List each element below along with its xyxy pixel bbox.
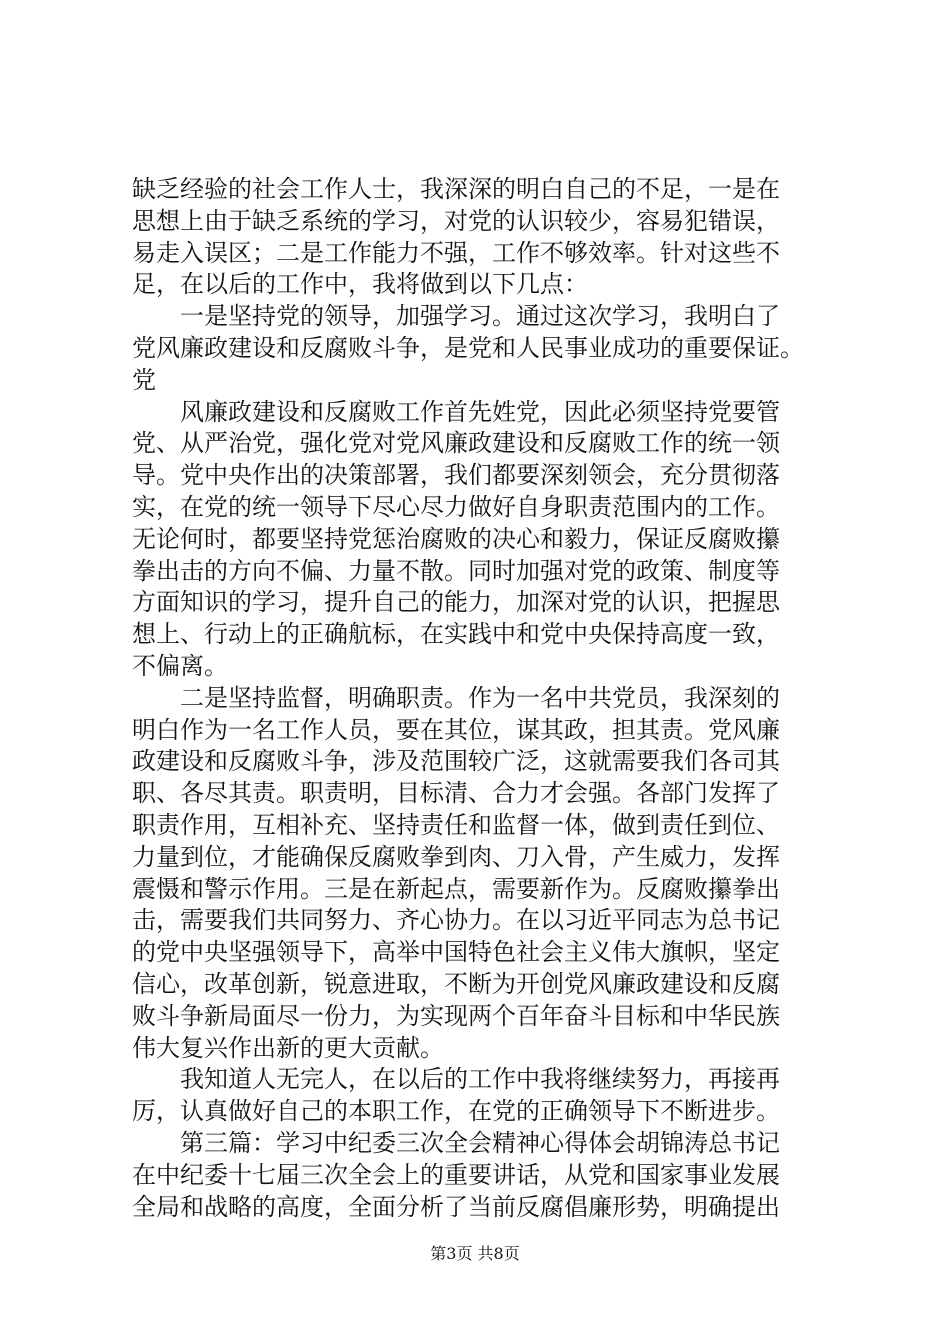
text-line: 伟大复兴作出新的更大贡献。 <box>132 1033 444 1062</box>
text-line: 震慑和警示作用。三是在新起点，需要新作为。反腐败攥拳出 <box>132 874 780 903</box>
text-line: 在中纪委十七届三次全会上的重要讲话，从党和国家事业发展 <box>132 1160 780 1189</box>
text-line: 党、从严治党，强化党对党风廉政建设和反腐败工作的统一领 <box>132 429 780 458</box>
text-line: 拳出击的方向不偏、力量不散。同时加强对党的政策、制度等 <box>132 556 780 585</box>
text-line: 足，在以后的工作中，我将做到以下几点： <box>132 270 588 299</box>
text-line: 力量到位，才能确保反腐败拳到肉、刀入骨，产生威力，发挥 <box>132 842 780 871</box>
text-line: 败斗争新局面尽一份力，为实现两个百年奋斗目标和中华民族 <box>132 1001 780 1030</box>
text-line: 党 <box>132 365 156 394</box>
text-line: 一是坚持党的领导，加强学习。通过这次学习，我明白了 <box>132 302 780 331</box>
page-number: 第3页 共8页 <box>430 1244 520 1263</box>
text-line: 厉，认真做好自己的本职工作，在党的正确领导下不断进步。 <box>132 1097 780 1126</box>
text-line: 信心，改革创新，锐意进取，不断为开创党风廉政建设和反腐 <box>132 969 780 998</box>
text-line: 无论何时，都要坚持党惩治腐败的决心和毅力，保证反腐败攥 <box>132 524 780 553</box>
text-line: 实，在党的统一领导下尽心尽力做好自身职责范围内的工作。 <box>132 492 780 521</box>
text-line: 思想上由于缺乏系统的学习，对党的认识较少，容易犯错误， <box>132 206 780 235</box>
text-line: 党风廉政建设和反腐败斗争，是党和人民事业成功的重要保证。 <box>132 333 804 362</box>
text-line: 职责作用，互相补充、坚持责任和监督一体，做到责任到位、 <box>132 810 780 839</box>
text-line: 二是坚持监督，明确职责。作为一名中共党员，我深刻的 <box>132 683 780 712</box>
text-line: 缺乏经验的社会工作人士，我深深的明白自己的不足，一是在 <box>132 175 780 203</box>
text-line: 不偏离。 <box>132 651 228 680</box>
text-line: 的党中央坚强领导下，高举中国特色社会主义伟大旗帜，坚定 <box>132 938 780 967</box>
text-line: 想上、行动上的正确航标，在实践中和党中央保持高度一致， <box>132 620 780 649</box>
body-text <box>132 174 832 1223</box>
text-line: 击，需要我们共同努力、齐心协力。在以习近平同志为总书记 <box>132 906 780 935</box>
text-line: 明白作为一名工作人员，要在其位，谋其政，担其责。党风廉 <box>132 715 780 744</box>
text-line: 全局和战略的高度，全面分析了当前反腐倡廉形势，明确提出 <box>132 1192 780 1221</box>
text-line: 职、各尽其责。职责明，目标清、合力才会强。各部门发挥了 <box>132 779 780 808</box>
text-line: 政建设和反腐败斗争，涉及范围较广泛，这就需要我们各司其 <box>132 747 780 776</box>
text-line: 导。党中央作出的决策部署，我们都要深刻领会，充分贯彻落 <box>132 461 780 490</box>
text-line: 易走入误区；二是工作能力不强，工作不够效率。针对这些不 <box>132 238 780 267</box>
text-line: 风廉政建设和反腐败工作首先姓党，因此必须坚持党要管 <box>132 397 780 426</box>
page-footer <box>0 1244 950 1264</box>
text-line: 第三篇：学习中纪委三次全会精神心得体会胡锦涛总书记 <box>132 1128 780 1157</box>
text-line: 我知道人无完人，在以后的工作中我将继续努力，再接再 <box>132 1065 780 1094</box>
text-line: 方面知识的学习，提升自己的能力，加深对党的认识，把握思 <box>132 588 780 617</box>
